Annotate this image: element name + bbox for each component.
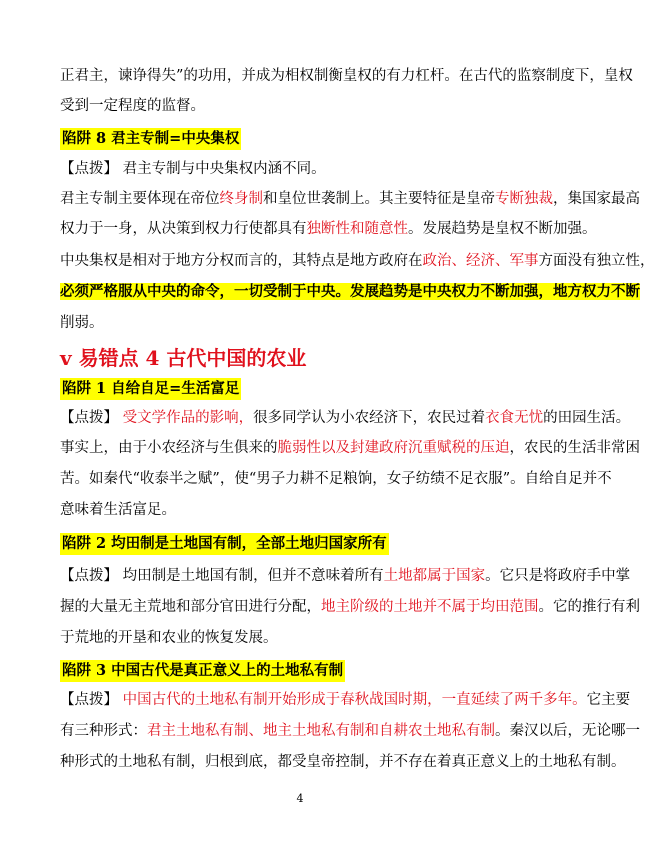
- text-line: [60, 438, 640, 458]
- text-segment: 受文学作品的影响，: [122, 410, 254, 426]
- text-segment: 和皇位世袭制上。其主要特征是皇帝: [263, 191, 495, 207]
- text-segment: 权力于一身，从决策到权力行使都具有: [60, 221, 307, 237]
- text-segment: 苦。如秦代“收泰半之赋”，使“男子力耕不足粮饷，女子纺绩不足衣服”。自给自足并不: [60, 471, 612, 487]
- text-line: [60, 752, 626, 772]
- text-segment: ，集国家最高: [553, 191, 640, 207]
- text-segment: 终身制: [219, 191, 263, 207]
- text-segment: 事实上，由于小农经济与生俱来的: [60, 440, 278, 456]
- text-line: [60, 251, 655, 271]
- text-line: [60, 628, 278, 648]
- text-segment: 衣食无忧: [485, 410, 544, 426]
- text-segment: 于荒地的开垦和农业的恢复发展。: [60, 630, 278, 646]
- text-line: [60, 282, 640, 302]
- text-line: [60, 189, 640, 209]
- text-segment: 土地都属于国家: [383, 568, 486, 584]
- text-segment: 削弱。: [60, 315, 104, 331]
- text-segment: 君主土地私有制、地主土地私有制和自耕农土地私有制: [147, 723, 495, 739]
- text-line: [60, 721, 640, 741]
- text-segment: 政治、经济、军事: [422, 253, 539, 269]
- text-segment: 独断性和随意性: [306, 221, 408, 237]
- text-segment: ，农民的生活非常困: [509, 440, 640, 456]
- text-segment: 正君主，谏诤得失”的功用，并成为相权制衡皇权的有力杠杆。在古代的监察制度下，皇权: [60, 68, 633, 84]
- text-segment: 受到一定程度的监督。: [60, 98, 205, 114]
- text-segment: 【点拨】 君主专制与中央集权内涵不同。: [60, 161, 326, 177]
- text-segment: 。它只是将政府手中掌: [485, 568, 631, 584]
- trap-heading-8: 陷阱 8 君主专制=中央集权: [60, 128, 241, 150]
- trap-heading-3: 陷阱 3 中国古代是真正意义上的土地私有制: [60, 660, 345, 682]
- text-segment: 【点拨】 均田制是土地国有制，但并不意味着所有: [60, 568, 384, 584]
- text-segment: 中央集权是相对于地方分权而言的，其特点是地方政府在: [60, 253, 423, 269]
- section-title: v 易错点 4 古代中国的农业: [60, 346, 307, 370]
- text-line: [60, 500, 176, 520]
- text-segment: 它主要: [586, 692, 631, 708]
- text-line: [60, 313, 104, 333]
- tip-line: [60, 408, 630, 428]
- text-segment: 地主阶级的土地并不属于均田范围: [321, 599, 539, 615]
- text-segment: 握的大量无主荒地和部分官田进行分配，: [60, 599, 321, 615]
- text-segment: 专断独裁: [495, 191, 553, 207]
- text-segment: 【点拨】: [60, 410, 123, 426]
- text-line: [60, 219, 597, 239]
- text-segment: 【点拨】: [60, 692, 123, 708]
- text-line: [60, 96, 205, 116]
- text-segment: 意味着生活富足。: [60, 502, 176, 518]
- text-segment: 种形式的土地私有制，归根到底，都受皇帝控制，并不存在着真正意义上的土地私有制。: [60, 754, 626, 770]
- text-segment: 中国古代的土地私有制开始形成于春秋战国时期，一直延续了两千多年。: [122, 692, 587, 708]
- tip-line: [60, 690, 630, 710]
- text-segment: 。发展趋势是皇权不断加强。: [408, 221, 597, 237]
- text-segment: 。秦汉以后，无论哪一: [495, 723, 640, 739]
- text-segment: 方面没有独立性，: [538, 253, 655, 269]
- text-segment: 脆弱性以及封建政府沉重赋税的压迫: [277, 440, 510, 456]
- text-segment: 必须严格服从中央的命令，一切受制于中央。发展趋势是中央权力不断加强，地方权力不断: [60, 283, 640, 300]
- text-line: [60, 66, 633, 86]
- text-segment: 有三种形式：: [60, 723, 147, 739]
- text-segment: 。它的推行有利: [538, 599, 640, 615]
- text-segment: 很多同学认为小农经济下，农民过着: [253, 410, 486, 426]
- text-segment: 的田园生活。: [543, 410, 631, 426]
- text-segment: 君主专制主要体现在帝位: [60, 191, 220, 207]
- tip-line: [60, 159, 326, 179]
- text-line: [60, 597, 640, 617]
- text-line: [60, 469, 612, 489]
- trap-heading-1: 陷阱 1 自给自足=生活富足: [60, 378, 241, 400]
- page-number: 4: [296, 792, 304, 805]
- trap-heading-2: 陷阱 2 均田制是土地国有制，全部土地归国家所有: [60, 533, 389, 555]
- tip-line: [60, 566, 630, 586]
